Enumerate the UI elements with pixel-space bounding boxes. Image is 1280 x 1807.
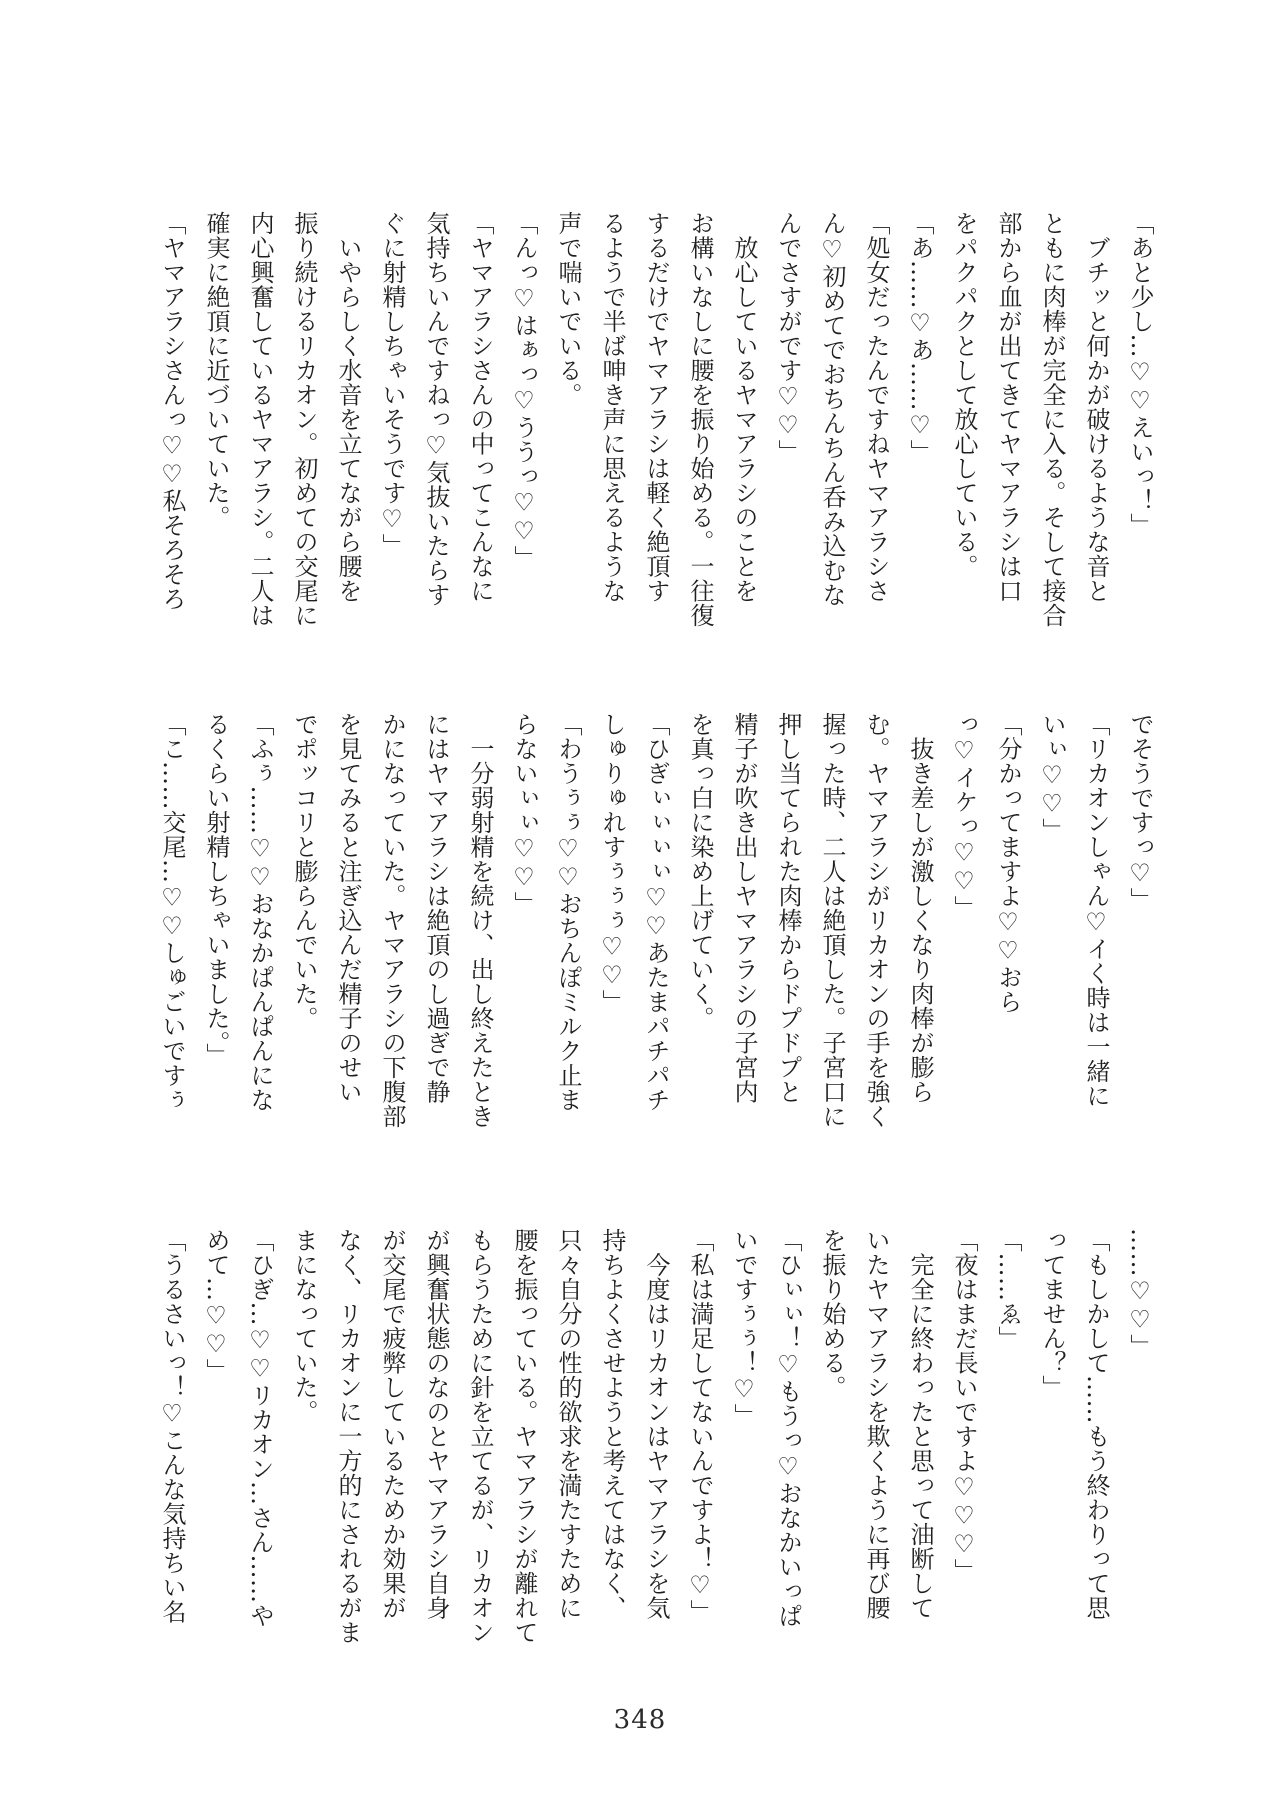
text-column: 一分弱射精を続け、出し終えたとき	[466, 712, 494, 1129]
text-column: 「……ゑ」	[994, 1228, 1022, 1351]
text-column: を見てみると注ぎ込んだ精子のせい	[334, 712, 362, 1104]
text-column: しゅりゅれすぅぅぅ♡♡」	[598, 712, 626, 1014]
text-column: るくらい射精しちゃいました。」	[202, 712, 230, 1068]
text-column: いですぅぅ！♡」	[730, 1228, 758, 1428]
text-column: 内心興奮しているヤマアラシ。二人は	[246, 211, 274, 628]
text-column: 「うるさいっ！♡こんな気持ちい名	[158, 1228, 186, 1624]
text-column: んでさすがです♡♡」	[774, 211, 802, 464]
text-column: るようで半ば呻き声に思えるような	[598, 211, 626, 603]
text-column: 握った時、二人は絶頂した。子宮口に	[818, 712, 846, 1129]
text-column: お構いなしに腰を振り始める。一往復	[686, 211, 714, 628]
text-column: が興奮状態のなのとヤマアラシ自身	[422, 1228, 450, 1620]
text-band-top	[146, 211, 1162, 647]
text-column: でそうですっ♡」	[1126, 712, 1154, 912]
text-column: 抜き差しが激しくなり肉棒が膨ら	[906, 712, 934, 1104]
text-column: らないぃぃ♡♡」	[510, 712, 538, 916]
text-column: でポッコリと膨らんでいた。	[290, 712, 318, 1031]
text-column: 確実に絶頂に近づいていた。	[202, 211, 230, 530]
text-column: 「ヤマアラシさんの中ってこんなに	[466, 211, 494, 603]
text-column: いやらしく水音を立てながら腰を	[334, 211, 362, 603]
text-column: 「ひぎ…♡♡リカオン…さん……や	[246, 1228, 274, 1628]
text-column: 完全に終わったと思って油断して	[906, 1228, 934, 1620]
text-band-middle	[146, 712, 1162, 1148]
text-column: 「ふぅ……♡♡おなかぱんぱんにな	[246, 712, 274, 1112]
text-column: ってません？」	[1038, 1228, 1066, 1400]
text-column: 持ちよくさせようと考えてはなく、	[598, 1228, 626, 1620]
text-column: 「処女だったんですねヤマアラシさ	[862, 211, 890, 603]
text-column: 「あ……♡あ……♡」	[906, 211, 934, 464]
text-column: をパクパクとして放心している。	[950, 211, 978, 579]
text-column: 「もしかして……もう終わりって思	[1082, 1228, 1110, 1620]
text-column: めて…♡♡」	[202, 1228, 230, 1383]
text-column: かになっていた。ヤマアラシの下腹部	[378, 712, 406, 1129]
text-column: 「ヤマアラシさんっ♡♡私そろそろ	[158, 211, 186, 611]
text-column: いぃ♡♡」	[1038, 712, 1066, 843]
text-column: 「ひぃぃ！♡もうっ♡おなかいっぱ	[774, 1228, 802, 1628]
text-column: ぐに射精しちゃいそうです♡」	[378, 211, 406, 558]
text-column: 只々自分の性的欲求を満たすために	[554, 1228, 582, 1620]
text-column: 「リカオンしゃん♡イく時は一緒に	[1082, 712, 1110, 1108]
text-column: 振り続けるリカオン。初めての交尾に	[290, 211, 318, 628]
text-column: いたヤマアラシを欺くように再び腰	[862, 1228, 890, 1620]
text-column: 「あと少し…♡♡えいっ！」	[1126, 211, 1154, 538]
text-column: 「ひぎぃぃぃぃ♡♡あたまパチパチ	[642, 712, 670, 1112]
text-column: 「んっ♡はぁっ♡ううっ♡♡」	[510, 211, 538, 570]
text-column: 「夜はまだ長いですよ♡♡♡」	[950, 1228, 978, 1583]
text-column: にはヤマアラシは絶頂のし過ぎで静	[422, 712, 450, 1104]
text-column: が交尾で疲弊しているためか効果が	[378, 1228, 406, 1620]
text-column: するだけでヤマアラシは軽く絶頂す	[642, 211, 670, 603]
text-column: 放心しているヤマアラシのことを	[730, 211, 758, 603]
text-column: を振り始める。	[818, 1228, 846, 1400]
text-column: 「私は満足してないんですよ！♡」	[686, 1228, 714, 1624]
text-column: 今度はリカオンはヤマアラシを気	[642, 1228, 670, 1620]
text-column: 押し当てられた肉棒からドプドプと	[774, 712, 802, 1104]
text-column: を真っ白に染め上げていく。	[686, 712, 714, 1031]
text-band-bottom	[146, 1228, 1162, 1664]
text-column: 気持ちいんですねっ♡気抜いたらす	[422, 211, 450, 607]
text-column: 「こ……交尾…♡♡しゅごいですぅ	[158, 712, 186, 1112]
text-column: ん♡初めてでおちんちん呑み込むな	[818, 211, 846, 607]
text-column: 部から血が出てきてヤマアラシは口	[994, 211, 1022, 603]
text-column: ……♡♡」	[1126, 1228, 1154, 1359]
text-column: ともに肉棒が完全に入る。そして接合	[1038, 211, 1066, 628]
text-column: っ♡イケっ♡♡」	[950, 712, 978, 920]
text-column: 精子が吹き出しヤマアラシの子宮内	[730, 712, 758, 1104]
text-column: ブチッと何かが破けるような音と	[1082, 211, 1110, 603]
text-column: もらうために針を立てるが、リカオン	[466, 1228, 494, 1645]
text-column: 「わうぅぅ♡♡おちんぽミルク止ま	[554, 712, 582, 1112]
text-column: 声で喘いでいる。	[554, 211, 582, 407]
text-column: なく、リカオンに一方的にされるがま	[334, 1228, 362, 1645]
text-column: まになっていた。	[290, 1228, 318, 1424]
text-column: む。ヤマアラシがリカオンの手を強く	[862, 712, 890, 1129]
text-column: 腰を振っている。ヤマアラシが離れて	[510, 1228, 538, 1645]
text-column: 「分かってますよ♡♡おら	[994, 712, 1022, 1014]
page-number: 348	[613, 1705, 667, 1735]
